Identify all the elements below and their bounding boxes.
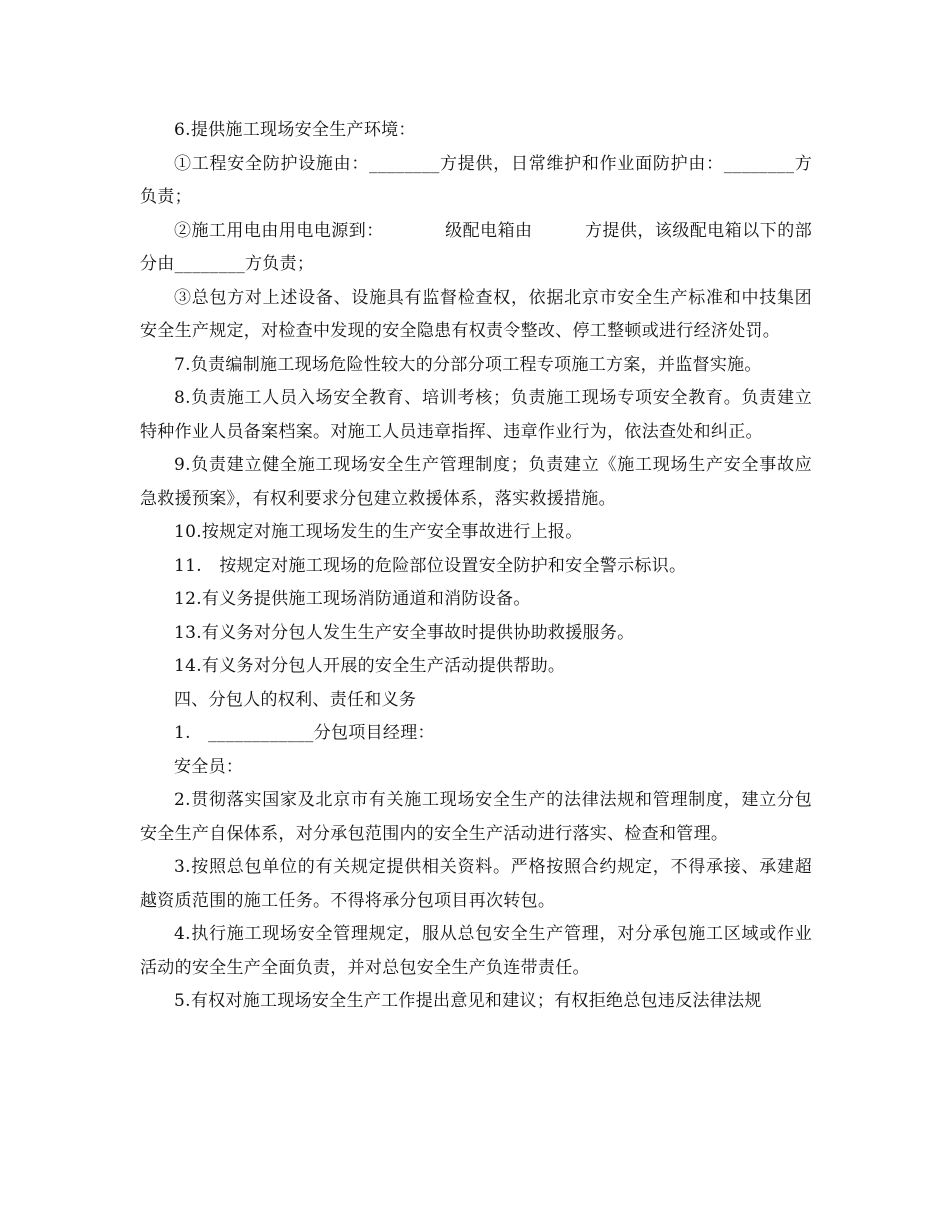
safety-officer-line: 安全员： xyxy=(174,756,244,777)
subcontractor-item-3: 3.按照总包单位的有关规定提供相关资料。严格按照合约规定，不得承接、承建超越资质范围的施工任务。不得将承分包项目再次转包。 xyxy=(140,857,812,911)
subcontractor-item-5: 5.有权对施工现场安全生产工作提出意见和建议；有权拒绝总包违反法律法规 xyxy=(174,991,762,1011)
paragraph-6-item-2: ②施工用电由用电电源到： 级配电箱由 方提供，该级配电箱以下的部分由________方负责； xyxy=(140,220,812,274)
paragraph-11: 11. 按规定对施工现场的危险部位设置安全防护和安全警示标识。 xyxy=(174,555,687,576)
paragraph-6-heading: 6.提供施工现场安全生产环境： xyxy=(174,120,416,140)
paragraph-10: 10.按规定对施工现场发生的生产安全事故进行上报。 xyxy=(174,522,583,542)
paragraph-7: 7.负责编制施工现场危险性较大的分部分项工程专项施工方案，并监督实施。 xyxy=(174,354,762,375)
paragraph-6-item-1: ①工程安全防护设施由：________方提供，日常维护和作业面防护由：________方负责； xyxy=(140,153,812,207)
paragraph-14: 14.有义务对分包人开展的安全生产活动提供帮助。 xyxy=(174,656,566,676)
paragraph-9: 9.负责建立健全施工现场安全生产管理制度；负责建立《施工现场生产安全事故应急救援预案》，有权利要求分包建立救援体系，落实救援措施。 xyxy=(140,455,812,509)
subcontractor-item-4: 4.执行施工现场安全管理规定，服从总包安全生产管理，对分承包施工区域或作业活动的安全生产全面负责，并对总包安全生产负连带责任。 xyxy=(140,924,812,978)
paragraph-8: 8.负责施工人员入场安全教育、培训考核；负责施工现场专项安全教育。负责建立特种作业人员备案档案。对施工人员违章指挥、违章作业行为，依法查处和纠正。 xyxy=(140,388,812,442)
subcontractor-item-2: 2.贯彻落实国家及北京市有关施工现场安全生产的法律法规和管理制度，建立分包安全生产自保体系，对分承包范围内的安全生产活动进行落实、检查和管理。 xyxy=(140,790,812,844)
section-heading-subcontractor: 四、分包人的权利、责任和义务 xyxy=(174,689,417,710)
subcontractor-item-1: 1. ____________分包项目经理： xyxy=(174,723,435,743)
document-body xyxy=(140,114,812,1019)
paragraph-12: 12.有义务提供施工现场消防通道和消防设备。 xyxy=(174,589,531,609)
paragraph-6-item-3: ③总包方对上述设备、设施具有监督检查权，依据北京市安全生产标准和中技集团安全生产规定，对检查中发现的安全隐患有权责令整改、停工整顿或进行经济处罚。 xyxy=(140,287,812,341)
paragraph-13: 13.有义务对分包人发生生产安全事故时提供协助救援服务。 xyxy=(174,622,635,643)
